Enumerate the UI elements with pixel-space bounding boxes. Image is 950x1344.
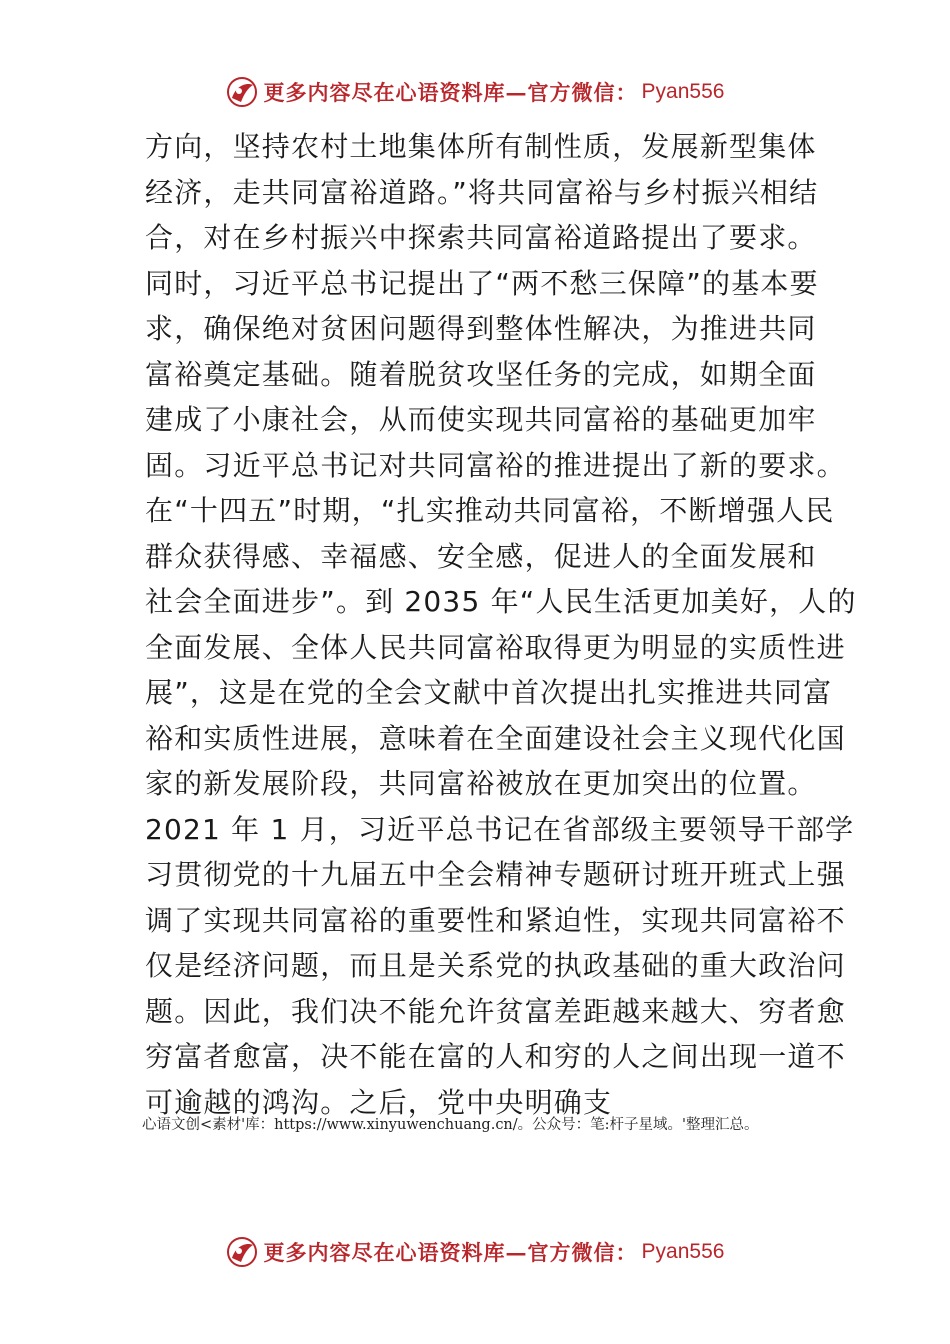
text-line: 调了实现共同富裕的重要性和紧迫性，实现共同富裕不	[145, 903, 846, 937]
text-line: 方向，坚持农村土地集体所有制性质，发展新型集体	[145, 130, 817, 163]
text-line: 求，确保绝对贫困问题得到整体性解决，为推进共同	[145, 312, 817, 345]
text-line: 建成了小康社会，从而使实现共同富裕的基础更加牢	[145, 403, 817, 436]
banner-wechat-id: Pyan556	[641, 80, 725, 103]
text-line: 群众获得感、幸福感、安全感，促进人的全面发展和	[145, 539, 817, 573]
text-line: 同时，习近平总书记提出了“两不愁三保障”的基本要	[145, 266, 819, 300]
text-line: 2021 年 1 月，习近平总书记在省部级主要领导干部学	[145, 812, 855, 846]
text-line: 固。习近平总书记对共同富裕的推进提出了新的要求。	[145, 448, 846, 482]
text-line: 全面发展、全体人民共同富裕取得更为明显的实质性进	[145, 630, 846, 664]
header-banner	[0, 74, 950, 110]
text-line: 在“十四五”时期，“扎实推动共同富裕，不断增强人民	[145, 494, 835, 527]
text-line: 可逾越的鸿沟。之后，党中央明确支	[145, 1085, 613, 1119]
text-line: 展”，这是在党的全会文献中首次提出扎实推进共同富	[145, 676, 833, 709]
text-line: 题。因此，我们决不能允许贫富差距越来越大、穷者愈	[145, 994, 846, 1028]
text-line: 合，对在乡村振兴中探索共同富裕道路提出了要求。	[145, 221, 817, 254]
text-line: 富裕奠定基础。随着脱贫攻坚任务的完成，如期全面	[145, 357, 817, 391]
logo-icon	[226, 1236, 258, 1268]
text-line: 穷富者愈富，决不能在富的人和穷的人之间出现一道不	[145, 1040, 846, 1073]
logo-icon	[226, 76, 258, 108]
source-note: 心语文创<素材'库：https://www.xinyuwenchuang.cn/。公众号：笔:杆子星域。'整理汇总。	[142, 1117, 759, 1133]
text-line: 仅是经济问题，而且是关系党的执政基础的重大政治问	[145, 949, 846, 982]
banner-text: 更多内容尽在心语资料库—官方微信：	[263, 80, 638, 105]
banner-text: 更多内容尽在心语资料库—官方微信：	[263, 1240, 638, 1265]
text-line: 社会全面进步”。到 2035 年“人民生活更加美好，人的	[145, 585, 857, 618]
text-line: 裕和实质性进展，意味着在全面建设社会主义现代化国	[145, 721, 846, 755]
banner-wechat-id: Pyan556	[641, 1240, 725, 1263]
article-body	[145, 124, 857, 1125]
text-line: 家的新发展阶段，共同富裕被放在更加突出的位置。	[145, 767, 817, 800]
footer-banner	[0, 1234, 950, 1270]
text-line: 经济，走共同富裕道路。”将共同富裕与乡村振兴相结	[145, 175, 819, 209]
text-line: 习贯彻党的十九届五中全会精神专题研讨班开班式上强	[145, 858, 846, 891]
